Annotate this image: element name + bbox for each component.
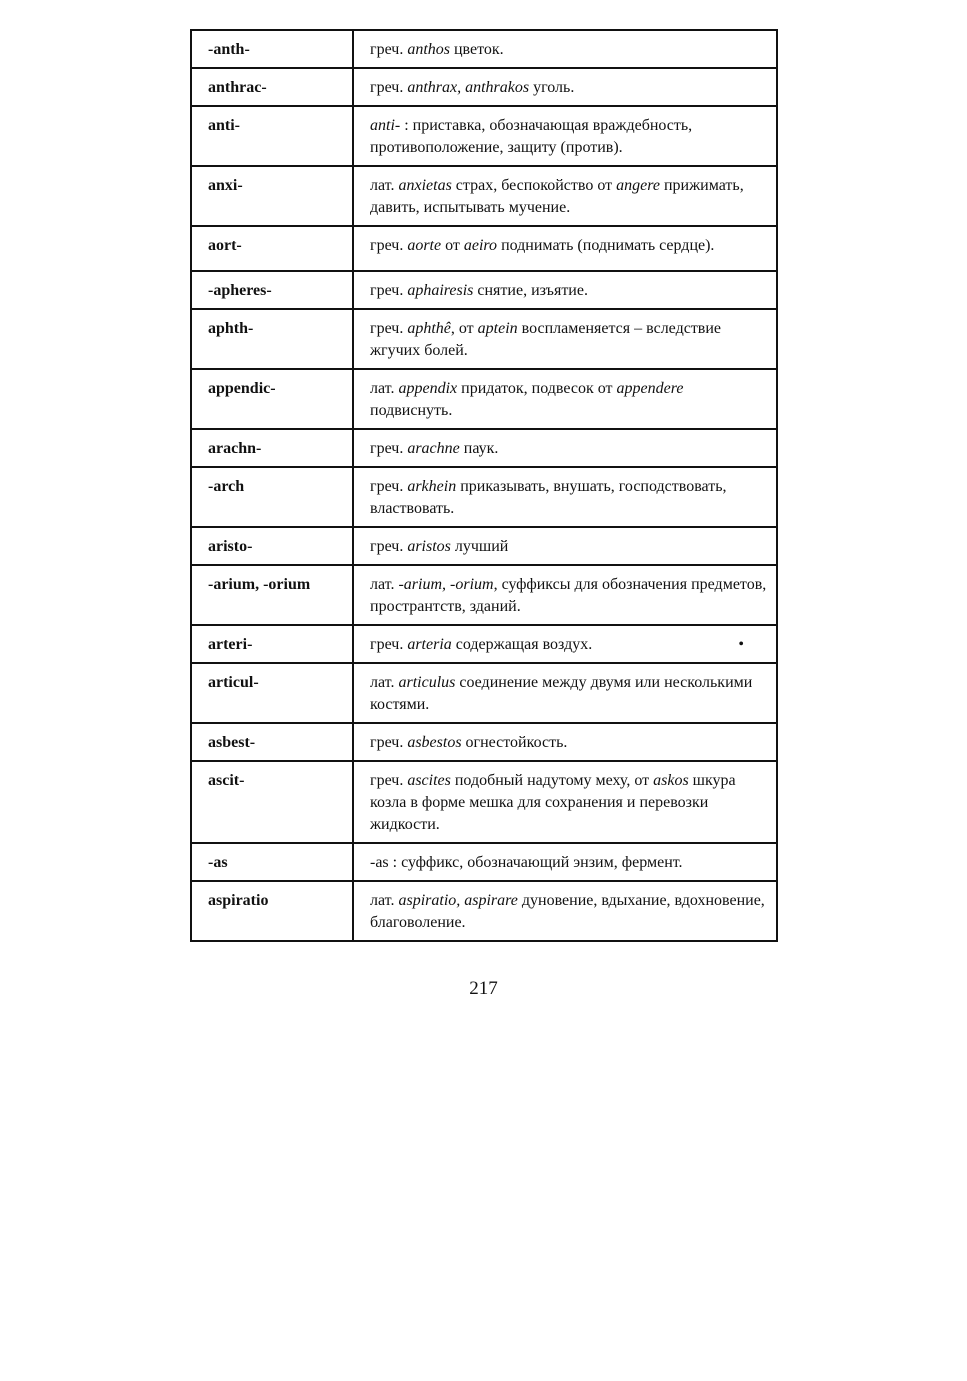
definition-cell: [353, 625, 777, 663]
definition-cell: [353, 723, 777, 761]
table-row: [191, 881, 777, 941]
definition-text: лат.: [370, 177, 399, 194]
definition-cell: [353, 309, 777, 369]
table-row: [191, 106, 777, 166]
term-cell: arachn-: [191, 429, 353, 467]
term-cell: aspiratio: [191, 881, 353, 941]
term-cell: -as: [191, 843, 353, 881]
definition-text: прижимать, давить, испытывать мучение.: [370, 177, 744, 216]
definition-text: паук.: [459, 440, 499, 457]
definition-text: лучший: [450, 538, 509, 555]
definition-text: , от: [450, 320, 478, 337]
definition-text: лат.: [370, 892, 399, 909]
definition-text: огнестойкость.: [461, 734, 568, 751]
definition-text: , суффиксы для обозначения предметов, пространтств, зданий.: [370, 576, 767, 615]
definition-cell: [353, 527, 777, 565]
definition-text: дуновение, вдыхание, вдохновение, благоволение.: [370, 892, 765, 931]
definition-cell: [353, 106, 777, 166]
definition-text: лат.: [370, 576, 399, 593]
definition-text: придаток, подвесок от: [457, 380, 617, 397]
definition-cell: [353, 166, 777, 226]
stray-dot-mark: •: [738, 636, 744, 653]
definition-text: : приставка, обозначающая враждебность, противоположение, защиту (против).: [370, 117, 693, 156]
definition-text: цветок.: [449, 41, 504, 58]
definition-italic-text: aristos: [407, 538, 451, 555]
definition-italic-text: anti-: [370, 117, 401, 134]
definition-text: лат.: [370, 674, 399, 691]
table-row: [191, 467, 777, 527]
definition-text: содержащая воздух.: [451, 636, 593, 653]
definition-italic-text: anxietas: [398, 177, 452, 194]
definition-text: греч.: [370, 440, 408, 457]
term-cell: aristo-: [191, 527, 353, 565]
definition-text: от: [441, 237, 464, 254]
definition-cell: [353, 429, 777, 467]
definition-italic-text: arkhein: [407, 478, 457, 495]
definition-text: соединение между двумя или несколькими костями.: [370, 674, 753, 713]
definition-italic-text: angere: [616, 177, 660, 194]
table-row: [191, 761, 777, 843]
definition-italic-text: ascites: [407, 772, 451, 789]
definition-text: подобный надутому меху, от: [450, 772, 654, 789]
definition-italic-text: aphairesis: [407, 282, 474, 299]
term-cell: -arch: [191, 467, 353, 527]
definition-text: греч.: [370, 237, 408, 254]
table-row: [191, 30, 777, 68]
definition-italic-text: arachne: [407, 440, 460, 457]
definition-text: греч.: [370, 734, 408, 751]
definition-text: приказывать, внушать, господствовать, властвовать.: [370, 478, 727, 517]
definition-italic-text: articulus: [398, 674, 456, 691]
term-cell: anti-: [191, 106, 353, 166]
definition-italic-text: aptein: [477, 320, 518, 337]
definition-cell: [353, 467, 777, 527]
term-cell: arteri-: [191, 625, 353, 663]
definition-cell: [353, 68, 777, 106]
definition-text: снятие, изъятие.: [473, 282, 588, 299]
definition-italic-text: aorte: [407, 237, 442, 254]
term-cell: ascit-: [191, 761, 353, 843]
definition-text: лат.: [370, 380, 399, 397]
definition-italic-text: -arium, -orium: [398, 576, 494, 593]
definition-italic-text: anthos: [407, 41, 450, 58]
term-cell: aort-: [191, 226, 353, 271]
definition-text: поднимать (поднимать сердце).: [497, 237, 715, 254]
table-row: [191, 843, 777, 881]
term-cell: articul-: [191, 663, 353, 723]
glossary-table: [190, 29, 778, 942]
term-cell: asbest-: [191, 723, 353, 761]
term-cell: aphth-: [191, 309, 353, 369]
definition-cell: [353, 881, 777, 941]
term-cell: -arium, -orium: [191, 565, 353, 625]
definition-cell: [353, 271, 777, 309]
definition-italic-text: aphthê: [407, 320, 451, 337]
table-row: [191, 226, 777, 271]
definition-text: греч.: [370, 538, 408, 555]
definition-cell: [353, 369, 777, 429]
term-cell: appendic-: [191, 369, 353, 429]
table-row: [191, 429, 777, 467]
term-cell: anxi-: [191, 166, 353, 226]
definition-italic-text: appendere: [616, 380, 684, 397]
definition-text: греч.: [370, 79, 408, 96]
definition-italic-text: arteria: [407, 636, 452, 653]
definition-text: греч.: [370, 636, 408, 653]
definition-italic-text: anthrax, anthrakos: [407, 79, 530, 96]
definition-italic-text: asbestos: [407, 734, 462, 751]
table-row: [191, 527, 777, 565]
definition-text: страх, беспокойство от: [451, 177, 617, 194]
definition-italic-text: aspiratio, aspirare: [398, 892, 518, 909]
definition-text: воспламеняется – вследствие жгучих болей.: [370, 320, 722, 359]
definition-text: греч.: [370, 282, 408, 299]
definition-text: греч.: [370, 320, 408, 337]
definition-cell: [353, 761, 777, 843]
table-row: [191, 271, 777, 309]
term-cell: -anth-: [191, 30, 353, 68]
table-row: [191, 723, 777, 761]
table-row: [191, 309, 777, 369]
table-row: [191, 565, 777, 625]
definition-text: греч.: [370, 41, 408, 58]
table-row: [191, 68, 777, 106]
term-cell: anthrac-: [191, 68, 353, 106]
page-number: 217: [469, 978, 498, 999]
definition-text: -as : суффикс, обозначающий энзим, фермент.: [370, 854, 683, 871]
definition-italic-text: aeiro: [463, 237, 498, 254]
glossary-table-body: [191, 30, 777, 941]
table-row: [191, 369, 777, 429]
definition-cell: [353, 226, 777, 271]
definition-text: уголь.: [529, 79, 575, 96]
definition-text: греч.: [370, 772, 408, 789]
definition-italic-text: appendix: [398, 380, 458, 397]
definition-text: подвиснуть.: [370, 402, 453, 419]
table-row: [191, 625, 777, 663]
definition-cell: [353, 663, 777, 723]
definition-text: шкура козла в форме мешка для сохранения и перевозки жидкости.: [370, 772, 736, 833]
definition-text: греч.: [370, 478, 408, 495]
table-row: [191, 663, 777, 723]
term-cell: -apheres-: [191, 271, 353, 309]
definition-cell: [353, 565, 777, 625]
definition-cell: [353, 30, 777, 68]
definition-cell: [353, 843, 777, 881]
definition-italic-text: askos: [653, 772, 689, 789]
table-row: [191, 166, 777, 226]
